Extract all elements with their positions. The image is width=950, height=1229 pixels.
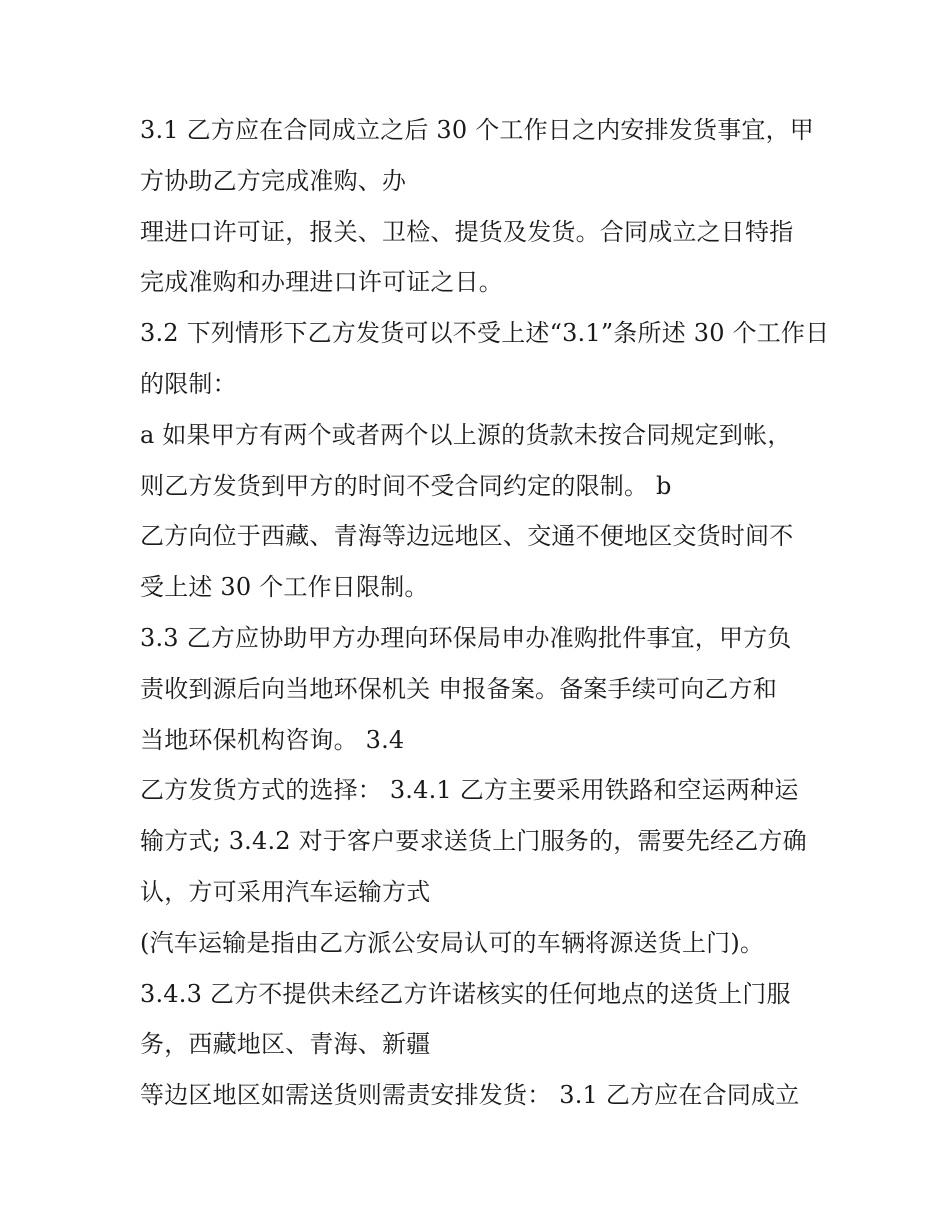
text-line: 方协助乙方完成准购、办 <box>140 166 407 195</box>
text-line: 当地环保机构咨询。 3.4 <box>140 725 405 754</box>
text-line: 责收到源后向当地环保机关 申报备案。备案手续可向乙方和 <box>140 674 778 703</box>
text-line: 的限制： <box>140 369 237 398</box>
text-line: 3.3 乙方应协助甲方办理向环保局申办准购批件事宜，甲方负 <box>140 623 792 652</box>
text-line: 3.4.3 乙方不提供未经乙方许诺核实的任何地点的送货上门服 <box>140 979 791 1008</box>
text-line: 乙方发货方式的选择： 3.4.1 乙方主要采用铁路和空运两种运 <box>140 776 799 805</box>
text-line: 认，方可采用汽车运输方式 <box>140 877 431 906</box>
text-line: 3.1 乙方应在合同成立之后 30 个工作日之内安排发货事宜，甲 <box>140 116 814 144</box>
text-line: 则乙方发货到甲方的时间不受合同约定的限制。 b <box>140 471 672 500</box>
text-line: 受上述 30 个工作日限制。 <box>140 573 429 602</box>
text-line: 3.2 下列情形下乙方发货可以不受上述“3.1”条所述 30 个工作日 <box>140 319 830 348</box>
text-line: a 如果甲方有两个或者两个以上源的货款未按合同规定到帐， <box>140 420 792 449</box>
text-line: 完成准购和办理进口许可证之日。 <box>140 268 503 297</box>
text-line: 理进口许可证，报关、卫检、提货及发货。合同成立之日特指 <box>140 217 794 246</box>
text-line: (汽车运输是指由乙方派公安局认可的车辆将源送货上门)。 <box>140 928 765 957</box>
text-line: 输方式; 3.4.2 对于客户要求送货上门服务的，需要先经乙方确 <box>140 827 807 856</box>
text-line: 务，西藏地区、青海、新疆 <box>140 1030 431 1059</box>
text-line: 等边区地区如需送货则需责安排发货： 3.1 乙方应在合同成立 <box>140 1081 800 1110</box>
document-body <box>140 105 830 1121</box>
text-line: 乙方向位于西藏、青海等边远地区、交通不便地区交货时间不 <box>140 522 794 551</box>
